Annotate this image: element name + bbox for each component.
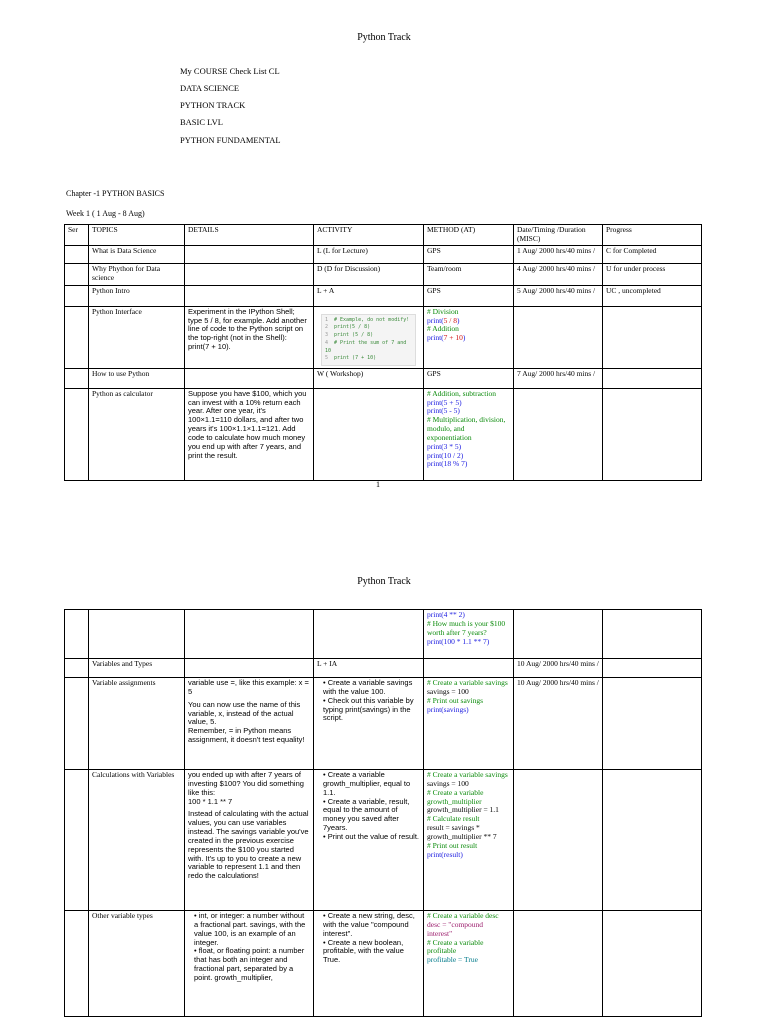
table-row xyxy=(65,659,702,678)
table-header-row xyxy=(65,225,702,246)
header-line-basic-lvl: BASIC LVL xyxy=(180,117,223,127)
code-comment: # Multiplication, division, modulo, and exponentiation xyxy=(427,415,506,442)
table-row xyxy=(65,263,702,285)
cell-method xyxy=(424,388,514,480)
cell-ser xyxy=(65,911,89,1017)
activity-bullet: • Create a variable growth_multiplier, equal to 1.1. xyxy=(323,770,411,797)
code-comment: # Print out result xyxy=(427,840,478,850)
activity-bullet: • Print out the value of result. xyxy=(323,831,420,841)
code-line: print(5 + 5) xyxy=(427,397,462,407)
cell-details: Experiment in the IPython Shell; type 5 / 8, for example. Add another line of code to the Python script on the top-right (not in the Shell): print(7 + 10). xyxy=(185,306,314,368)
code-line: 4 # Print the sum of 7 and 10 xyxy=(325,339,407,354)
cell-activity: W ( Workshop) xyxy=(314,368,424,388)
cell-activity xyxy=(314,770,424,911)
code-line: print(18 % 7) xyxy=(427,459,468,469)
cell-progress xyxy=(603,770,702,911)
cell-ser xyxy=(65,388,89,480)
detail-paragraph: Remember, = in Python means assignment, it doesn't test equality! xyxy=(188,726,305,745)
detail-bullet: • float, or floating point: a number that has both an integer and fractional part, separated by a point. growth_multiplier, xyxy=(194,946,305,982)
col-header-activity: ACTIVITY xyxy=(314,225,424,246)
detail-paragraph: You can now use the name of this variable, x, instead of the actual value, 5. xyxy=(188,699,301,727)
code-comment: # Create a variable profitable xyxy=(427,937,484,956)
code-comment: # Division xyxy=(427,306,459,316)
code-line: print(4 ** 2) xyxy=(427,610,465,619)
cell-details xyxy=(185,659,314,678)
cell-method xyxy=(424,911,514,1017)
table-row xyxy=(65,368,702,388)
week-heading: Week 1 ( 1 Aug - 8 Aug) xyxy=(66,209,145,218)
cell-details xyxy=(185,263,314,285)
cell-details xyxy=(185,368,314,388)
code-line: result = savings * growth_multiplier ** 7 xyxy=(427,823,497,841)
cell-details: Suppose you have $100, which you can invest with a 10% return each year. After one year, it's 100×1.1=110 dollars, and after two years it's 100×1.1×1.1=121. Add code to calculate how much money you end up with after 7 years, and print the result. xyxy=(185,388,314,480)
cell-ser xyxy=(65,245,89,263)
col-header-date: Date/Timing /Duration (MISC) xyxy=(514,225,603,246)
code-line: 3 print (5 / 8) xyxy=(325,332,374,339)
activity-bullet: • Check out this variable by typing print(savings) in the script. xyxy=(323,695,414,723)
cell-method: GPS xyxy=(424,285,514,306)
cell-topic: Other variable types xyxy=(89,911,185,1017)
code-snippet-image xyxy=(321,314,416,367)
cell-activity: L (L for Lecture) xyxy=(314,245,424,263)
code-line: desc = "compound interest" xyxy=(427,919,484,938)
code-line: profitable = True xyxy=(427,955,478,965)
cell-method xyxy=(424,610,514,659)
cell-details xyxy=(185,610,314,659)
course-table-page1 xyxy=(64,224,702,481)
cell-ser xyxy=(65,368,89,388)
cell-activity xyxy=(314,306,424,368)
cell-method xyxy=(424,659,514,678)
cell-date xyxy=(514,388,603,480)
col-header-progress: Progress xyxy=(603,225,702,246)
code-comment: # Create a variable savings xyxy=(427,770,508,779)
cell-topic: Python Interface xyxy=(89,306,185,368)
cell-details xyxy=(185,911,314,1017)
col-header-topics: TOPICS xyxy=(89,225,185,246)
detail-paragraph: variable use =, like this example: x = 5 xyxy=(188,678,309,696)
code-line: print(7 + 10) xyxy=(427,333,466,343)
detail-bullet: • int, or integer: a number without a fractional part. savings, with the value 100, is an example of an integer. xyxy=(194,911,306,947)
cell-progress xyxy=(603,306,702,368)
cell-topic: Python Intro xyxy=(89,285,185,306)
cell-details xyxy=(185,285,314,306)
code-line: growth_multiplier = 1.1 xyxy=(427,805,499,815)
cell-progress xyxy=(603,678,702,770)
code-comment: # Addition xyxy=(427,324,459,334)
activity-bullet: • Create a variable, result, equal to the amount of money you saved after 7years. xyxy=(323,796,410,833)
activity-bullet: • Create a new boolean, profitable, with the value True. xyxy=(323,937,404,965)
cell-progress xyxy=(603,911,702,1017)
code-line: 5 print (7 + 10) xyxy=(325,355,377,362)
header-line-python-fundamental: PYTHON FUNDAMENTAL xyxy=(180,135,281,145)
cell-details xyxy=(185,678,314,770)
cell-ser xyxy=(65,306,89,368)
page-title: Python Track xyxy=(357,32,411,43)
cell-date: 10 Aug/ 2000 hrs/40 mins / xyxy=(514,659,603,678)
cell-activity xyxy=(314,610,424,659)
cell-method xyxy=(424,306,514,368)
header-line-python-track: PYTHON TRACK xyxy=(180,100,246,110)
code-line: print(result) xyxy=(427,849,463,859)
cell-topic xyxy=(89,610,185,659)
code-line: print(100 * 1.1 ** 7) xyxy=(427,636,490,646)
cell-date xyxy=(514,770,603,911)
cell-date: 10 Aug/ 2000 hrs/40 mins / xyxy=(514,678,603,770)
course-table-page2 xyxy=(64,609,702,1017)
cell-date xyxy=(514,306,603,368)
code-comment: # Addition, subtraction xyxy=(427,388,496,398)
cell-date: 7 Aug/ 2000 hrs/40 mins / xyxy=(514,368,603,388)
cell-topic: Why Phython for Data science xyxy=(89,263,185,285)
header-line-data-science: DATA SCIENCE xyxy=(180,83,240,93)
code-line: 2 print(5 / 8) xyxy=(325,324,371,331)
detail-paragraph: 100 * 1.1 ** 7 xyxy=(188,796,233,806)
cell-progress: U for under process xyxy=(603,263,702,285)
cell-topic: Python as calculator xyxy=(89,388,185,480)
code-line: print(5 - 5) xyxy=(427,406,460,416)
activity-bullet: • Create a new string, desc, with the value "compound interest". xyxy=(323,911,415,938)
detail-paragraph: you ended up with after 7 years of investing $100? You did something like this: xyxy=(188,770,304,797)
header-line-course-checklist: My COURSE Check List CL xyxy=(180,66,280,76)
cell-topic: How to use Python xyxy=(89,368,185,388)
table-row xyxy=(65,306,702,368)
chapter-heading: Chapter -1 PYTHON BASICS xyxy=(66,189,165,198)
table-row xyxy=(65,245,702,263)
table-row xyxy=(65,911,702,1017)
cell-date: 5 Aug/ 2000 hrs/40 mins / xyxy=(514,285,603,306)
col-header-ser: Ser xyxy=(65,225,89,246)
cell-progress xyxy=(603,610,702,659)
table-row xyxy=(65,678,702,770)
table-row xyxy=(65,388,702,480)
cell-topic: Calculations with Variables xyxy=(89,770,185,911)
cell-topic: Variable assignments xyxy=(89,678,185,770)
cell-ser xyxy=(65,285,89,306)
cell-ser xyxy=(65,659,89,678)
cell-ser xyxy=(65,610,89,659)
cell-topic: What is Data Science xyxy=(89,245,185,263)
cell-activity xyxy=(314,388,424,480)
cell-progress: UC , uncompleted xyxy=(603,285,702,306)
cell-method: Team/room xyxy=(424,263,514,285)
cell-ser xyxy=(65,678,89,770)
col-header-details: DETAILS xyxy=(185,225,314,246)
cell-date: 1 Aug/ 2000 hrs/40 mins / xyxy=(514,245,603,263)
cell-method xyxy=(424,770,514,911)
cell-date: 4 Aug/ 2000 hrs/40 mins / xyxy=(514,263,603,285)
cell-method: GPS xyxy=(424,368,514,388)
code-line: savings = 100 xyxy=(427,686,469,696)
cell-progress: C for Completed xyxy=(603,245,702,263)
cell-date xyxy=(514,610,603,659)
table-row xyxy=(65,770,702,911)
code-comment: # Create a variable growth_multiplier xyxy=(427,787,484,806)
detail-paragraph: Instead of calculating with the actual values, you can use variables instead. The savings variable you've created in the previous exercise represents the $100 you started with. It's up to you to create a new variable to represent 1.1 and then redo the calculations! xyxy=(188,809,309,881)
cell-progress xyxy=(603,659,702,678)
code-comment: # Print out savings xyxy=(427,695,484,705)
code-line: print(10 / 2) xyxy=(427,450,464,460)
code-line: print(savings) xyxy=(427,704,469,714)
code-line: savings = 100 xyxy=(427,778,469,788)
cell-details xyxy=(185,245,314,263)
cell-ser xyxy=(65,263,89,285)
cell-details xyxy=(185,770,314,911)
code-comment: # Create a variable desc xyxy=(427,911,499,920)
code-line: print(3 * 5) xyxy=(427,441,462,451)
code-line: 1 # Example, do not modify! xyxy=(325,316,410,323)
cell-method: GPS xyxy=(424,245,514,263)
cell-activity xyxy=(314,911,424,1017)
code-comment: # How much is your $100 worth after 7 years? xyxy=(427,618,506,637)
page-title: Python Track xyxy=(357,576,411,587)
code-comment: # Create a variable savings xyxy=(427,678,508,687)
cell-progress xyxy=(603,388,702,480)
col-header-method: METHOD (AT) xyxy=(424,225,514,246)
cell-date xyxy=(514,911,603,1017)
cell-activity xyxy=(314,678,424,770)
cell-activity: L + IA xyxy=(314,659,424,678)
cell-ser xyxy=(65,770,89,911)
page-number: 1 xyxy=(376,480,380,489)
cell-topic: Variables and Types xyxy=(89,659,185,678)
table-row xyxy=(65,285,702,306)
code-line: print(5 / 8) xyxy=(427,315,460,325)
activity-bullet: • Create a variable savings with the value 100. xyxy=(323,678,413,696)
cell-activity: L + A xyxy=(314,285,424,306)
cell-progress xyxy=(603,368,702,388)
table-row xyxy=(65,610,702,659)
cell-activity: D (D for Discussion) xyxy=(314,263,424,285)
cell-method xyxy=(424,678,514,770)
code-comment: # Calculate result xyxy=(427,814,480,824)
